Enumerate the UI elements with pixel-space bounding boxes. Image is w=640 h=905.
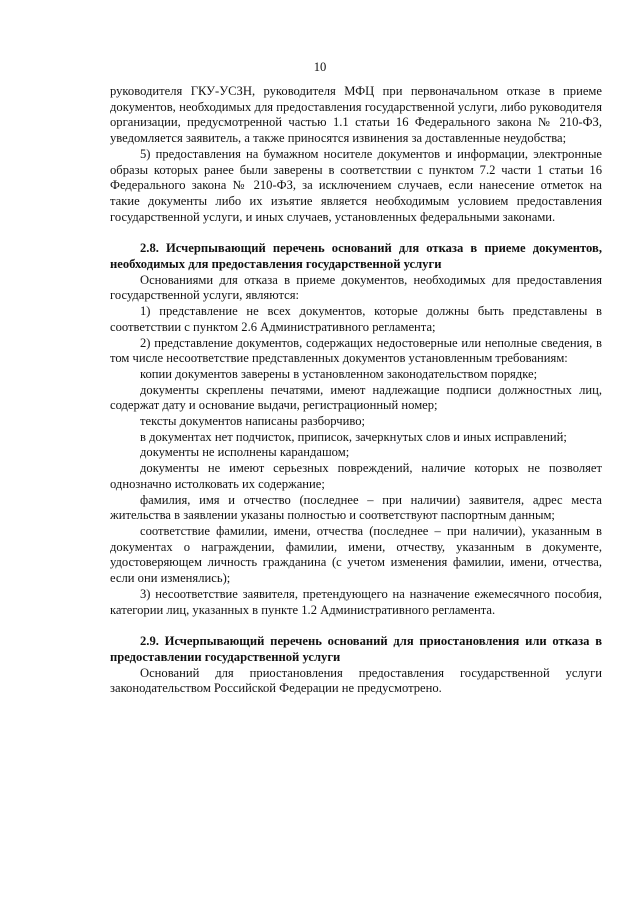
section-spacer — [110, 225, 602, 241]
paragraph: 1) представление не всех документов, которые должны быть представлены в соответствии с пунктом 2.6 Административного регламента; — [110, 304, 602, 334]
section-heading-2-8: 2.8. Исчерпывающий перечень оснований для отказа в приеме документов, необходимых для предоставления государственной услуги — [110, 241, 602, 272]
paragraph: документы скреплены печатями, имеют надлежащие подписи должностных лиц, содержат дату и основание выдачи, регистрационный номер; — [110, 382, 602, 413]
paragraph: в документах нет подчисток, приписок, зачеркнутых слов и иных исправлений; — [140, 429, 567, 444]
paragraph: документы не имеют серьезных повреждений, наличие которых не позволяет однозначно истолковать их содержание; — [110, 461, 602, 491]
section-spacer — [110, 618, 602, 634]
paragraph: документы не исполнены карандашом; — [140, 445, 350, 460]
paragraph: Оснований для приостановления предоставления государственной услуги законодательством Российской Федерации не предусмотрено. — [110, 665, 602, 696]
paragraph: тексты документов написаны разборчиво; — [140, 414, 366, 429]
paragraph-item-5: 5) предоставления на бумажном носителе документов и информации, электронные образы которых ранее были заверены в соответствии с пунктом 7.2 части 1 статьи 16 Федерального закона № 210-ФЗ, за исключением случаев, если нанесение отметок на такие документы либо их изъятие является необходимым условием предоставления государственной услуги, и иных случаев, установленных федеральными законами. — [110, 146, 602, 224]
paragraph: 3) несоответствие заявителя, претендующего на назначение ежемесячного пособия, категории лиц, указанных в пункте 1.2 Административного регламента. — [110, 586, 602, 617]
paragraph: копии документов заверены в установленном законодательством порядке; — [140, 366, 538, 381]
paragraph: фамилия, имя и отчество (последнее – при наличии) заявителя, адрес места жительства в заявлении указаны полностью и соответствуют паспортным данным; — [110, 492, 602, 523]
paragraph: соответствие фамилии, имени, отчества (последнее – при наличии), указанным в документах о награждении, фамилии, имени, отчеству, указанным в документе, удостоверяющем личность гражданина (с учетом изменения фамилии, имени, отчества, если они изменялись); — [110, 523, 602, 586]
document-body — [110, 84, 602, 697]
page-number: 10 — [313, 60, 327, 74]
paragraph: Основаниями для отказа в приеме документов, необходимых для предоставления государственной услуги, являются: — [110, 272, 602, 303]
section-heading-2-9: 2.9. Исчерпывающий перечень оснований для приостановления или отказа в предоставлении государственной услуги — [110, 634, 602, 664]
paragraph-continuation: руководителя ГКУ-УСЗН, руководителя МФЦ при первоначальном отказе в приеме документов, необходимых для предоставления государственной услуги, либо руководителя организации, предусмотренной частью 1.1 статьи 16 Федерального закона № 210-ФЗ, уведомляется заявитель, а также приносятся извинения за доставленные неудобства; — [110, 84, 602, 146]
paragraph: 2) представление документов, содержащих недостоверные или неполные сведения, в том числе несоответствие представленных документов установленным требованиям: — [110, 335, 602, 366]
